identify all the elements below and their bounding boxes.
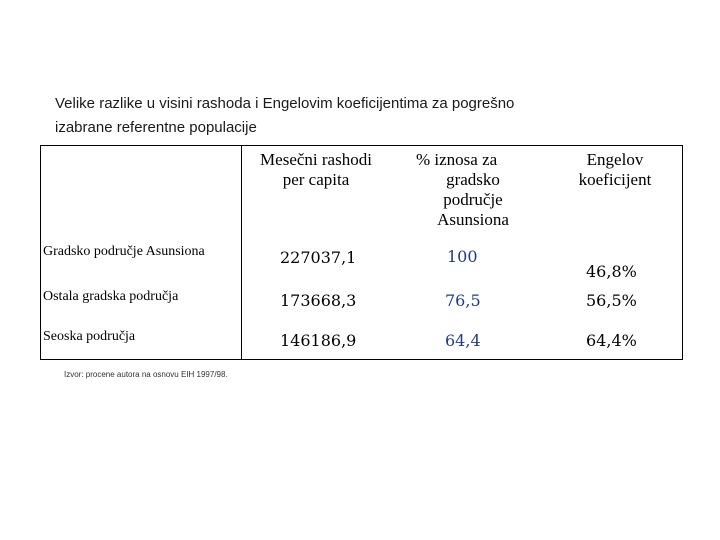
- header-engelov: [555, 150, 675, 190]
- row-label-ostala: Ostala gradska područja: [43, 289, 179, 304]
- row3-engelov: 64,4%: [586, 331, 637, 350]
- header-mesecni-rashodi: [246, 150, 386, 190]
- row1-rashodi: 227037,1: [280, 248, 357, 267]
- header-mesecni-line-1: Mesečni rashodi: [260, 150, 372, 169]
- row2-rashodi: 173668,3: [280, 291, 357, 310]
- row-label-seoska: Seoska područja: [43, 329, 136, 344]
- row1-engelov: 46,8%: [586, 262, 637, 281]
- table-divider: [241, 145, 242, 360]
- source-note: Izvor: procene autora na osnovu EIH 1997/98.: [64, 370, 228, 379]
- header-procenat-line-2: gradsko: [446, 170, 500, 189]
- header-engelov-line-1: Engelov: [586, 150, 644, 169]
- row1-procenat: 100: [447, 247, 478, 266]
- row3-procenat: 64,4: [445, 331, 481, 350]
- title-line-1: Velike razlike u visini rashoda i Engelovim koeficijentima za pogrešno: [55, 95, 515, 112]
- header-engelov-line-2: koeficijent: [578, 170, 652, 189]
- row-label-gradsko: Gradsko područje Asunsiona: [43, 244, 205, 259]
- header-procenat-line-4: Asunsiona: [437, 210, 509, 229]
- header-procenat-line-3: područje: [443, 190, 503, 209]
- row3-rashodi: 146186,9: [280, 331, 357, 350]
- title-line-2: izabrane referentne populacije: [55, 119, 257, 136]
- row2-engelov: 56,5%: [586, 291, 637, 310]
- header-procenat-line-1: % iznosa za: [416, 150, 498, 169]
- row2-procenat: 76,5: [445, 291, 481, 310]
- header-mesecni-line-2: per capita: [282, 170, 350, 189]
- slide-title: [55, 92, 615, 140]
- header-procenat: [398, 150, 548, 230]
